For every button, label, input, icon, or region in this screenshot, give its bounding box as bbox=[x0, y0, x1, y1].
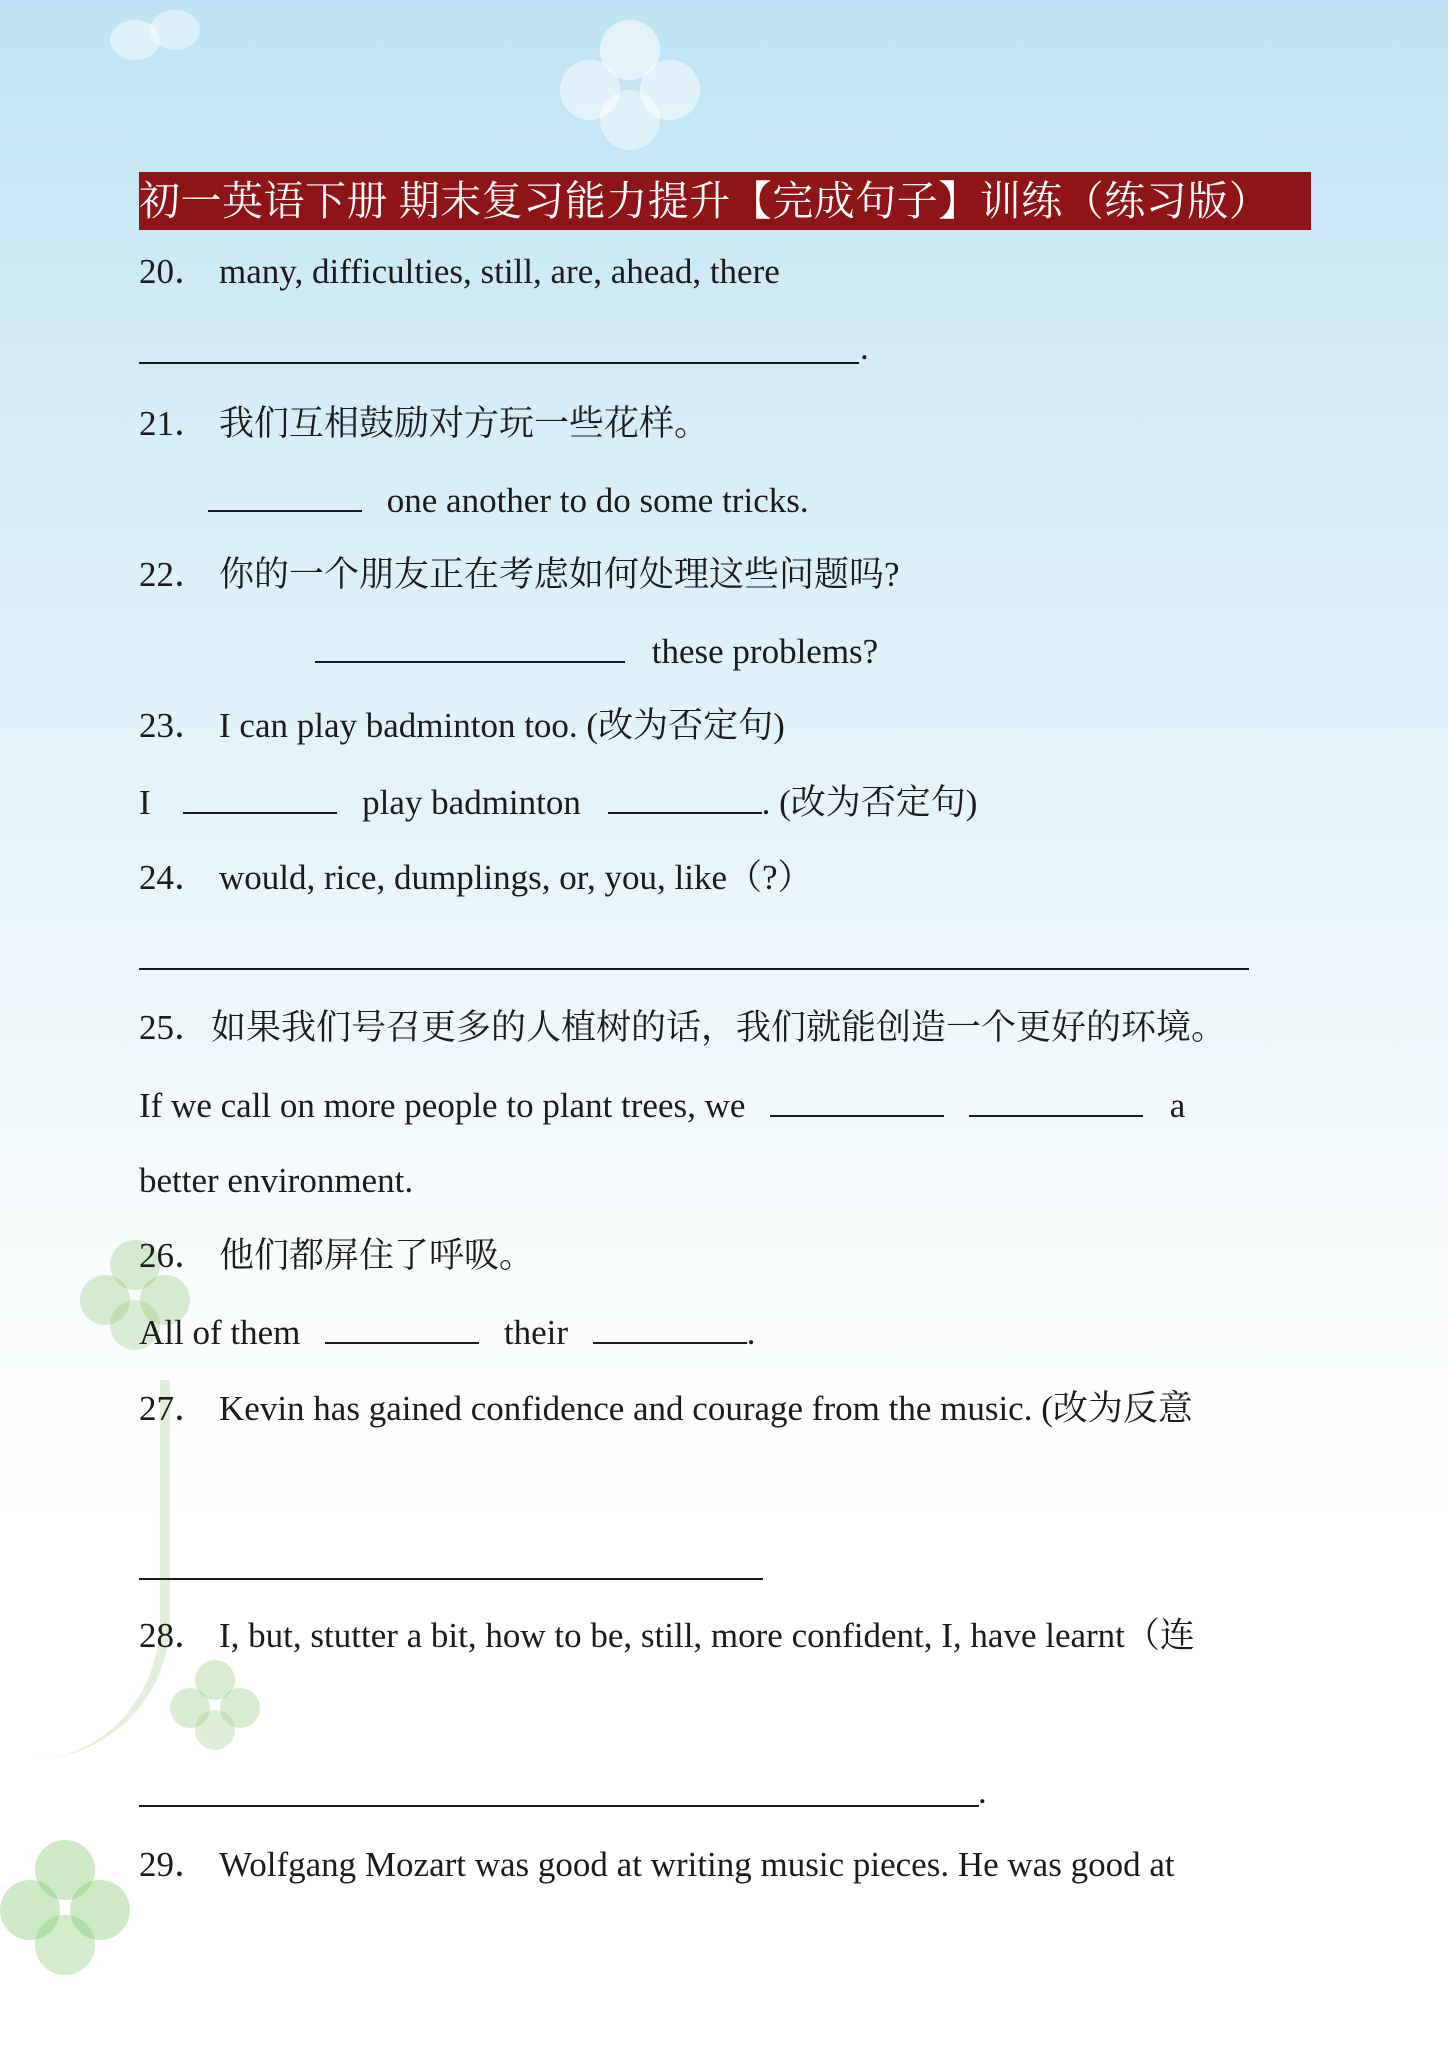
question-prompt: many, difficulties, still, are, ahead, there bbox=[219, 252, 780, 291]
question-prompt: Kevin has gained confidence and courage from the music. (改为反意 bbox=[219, 1389, 1193, 1428]
answer-text: play badminton bbox=[362, 783, 581, 822]
answer-text: . bbox=[746, 1313, 756, 1352]
question-number: 20． bbox=[139, 252, 210, 291]
question-prompt: I can play badminton too. (改为否定句) bbox=[219, 706, 785, 745]
answer-blank[interactable] bbox=[770, 1083, 944, 1117]
question-number: 28． bbox=[139, 1616, 210, 1655]
answer-end-28: . bbox=[978, 1772, 987, 1811]
question-number: 21． bbox=[139, 404, 210, 443]
answer-text: one another to do some tricks. bbox=[386, 481, 809, 520]
answer-25-cont: better environment. bbox=[139, 1161, 414, 1200]
question-number: 22． bbox=[139, 555, 210, 594]
question-number: 24． bbox=[139, 858, 210, 897]
answer-25 bbox=[139, 1083, 1185, 1128]
question-25 bbox=[139, 1006, 1226, 1050]
answer-blank[interactable] bbox=[608, 780, 762, 814]
background-flower-top bbox=[560, 20, 700, 150]
background-clover-left-2 bbox=[170, 1660, 260, 1750]
question-27 bbox=[139, 1387, 1193, 1431]
answer-text: their bbox=[503, 1313, 569, 1352]
question-26 bbox=[139, 1234, 534, 1278]
background-clover-bottom bbox=[0, 1840, 130, 1970]
answer-text: I bbox=[139, 783, 151, 822]
question-number: 29． bbox=[139, 1845, 210, 1884]
answer-line-24 bbox=[139, 968, 1249, 970]
question-prompt: 你的一个朋友正在考虑如何处理这些问题吗? bbox=[219, 555, 900, 594]
answer-line-27 bbox=[139, 1578, 763, 1580]
answer-23 bbox=[139, 780, 977, 825]
question-22 bbox=[139, 553, 900, 597]
answer-blank[interactable] bbox=[183, 780, 337, 814]
answer-blank[interactable] bbox=[315, 629, 625, 663]
answer-22 bbox=[315, 629, 878, 674]
question-number: 23． bbox=[139, 706, 210, 745]
answer-text: . (改为否定句) bbox=[761, 783, 978, 822]
question-23 bbox=[139, 704, 785, 748]
question-number: 25． bbox=[139, 1008, 210, 1047]
question-24 bbox=[139, 856, 813, 900]
question-prompt: 我们互相鼓励对方玩一些花样。 bbox=[219, 404, 710, 443]
answer-blank[interactable] bbox=[325, 1310, 479, 1344]
question-number: 27． bbox=[139, 1389, 210, 1428]
answer-26 bbox=[139, 1310, 756, 1355]
background-flower-left bbox=[110, 10, 200, 90]
question-number: 26． bbox=[139, 1236, 210, 1275]
question-28 bbox=[139, 1614, 1195, 1658]
question-prompt: Wolfgang Mozart was good at writing music pieces. He was good at bbox=[219, 1845, 1175, 1884]
question-prompt: 他们都屏住了呼吸。 bbox=[219, 1236, 535, 1275]
answer-text: If we call on more people to plant trees, we bbox=[139, 1086, 746, 1125]
answer-text: a bbox=[1169, 1086, 1186, 1125]
answer-blank[interactable] bbox=[593, 1310, 747, 1344]
question-20 bbox=[139, 250, 780, 294]
question-29 bbox=[139, 1843, 1175, 1887]
answer-blank[interactable] bbox=[969, 1083, 1143, 1117]
question-prompt: I, but, stutter a bit, how to be, still, more confident, I, have learnt（连 bbox=[219, 1616, 1195, 1655]
answer-line-28 bbox=[139, 1805, 979, 1807]
question-prompt: 如果我们号召更多的人植树的话，我们就能创造一个更好的环境。 bbox=[211, 1008, 1227, 1047]
answer-end-20: . bbox=[860, 328, 869, 367]
question-21 bbox=[139, 402, 709, 446]
background-stem bbox=[20, 1380, 170, 1760]
question-prompt: would, rice, dumplings, or, you, like（?） bbox=[219, 858, 813, 897]
answer-21 bbox=[208, 478, 809, 523]
answer-blank[interactable] bbox=[208, 478, 362, 512]
answer-line-20 bbox=[139, 362, 859, 364]
answer-text: All of them bbox=[139, 1313, 301, 1352]
answer-text: these problems? bbox=[651, 632, 879, 671]
page-title: 初一英语下册 期末复习能力提升【完成句子】训练（练习版） bbox=[139, 172, 1311, 230]
